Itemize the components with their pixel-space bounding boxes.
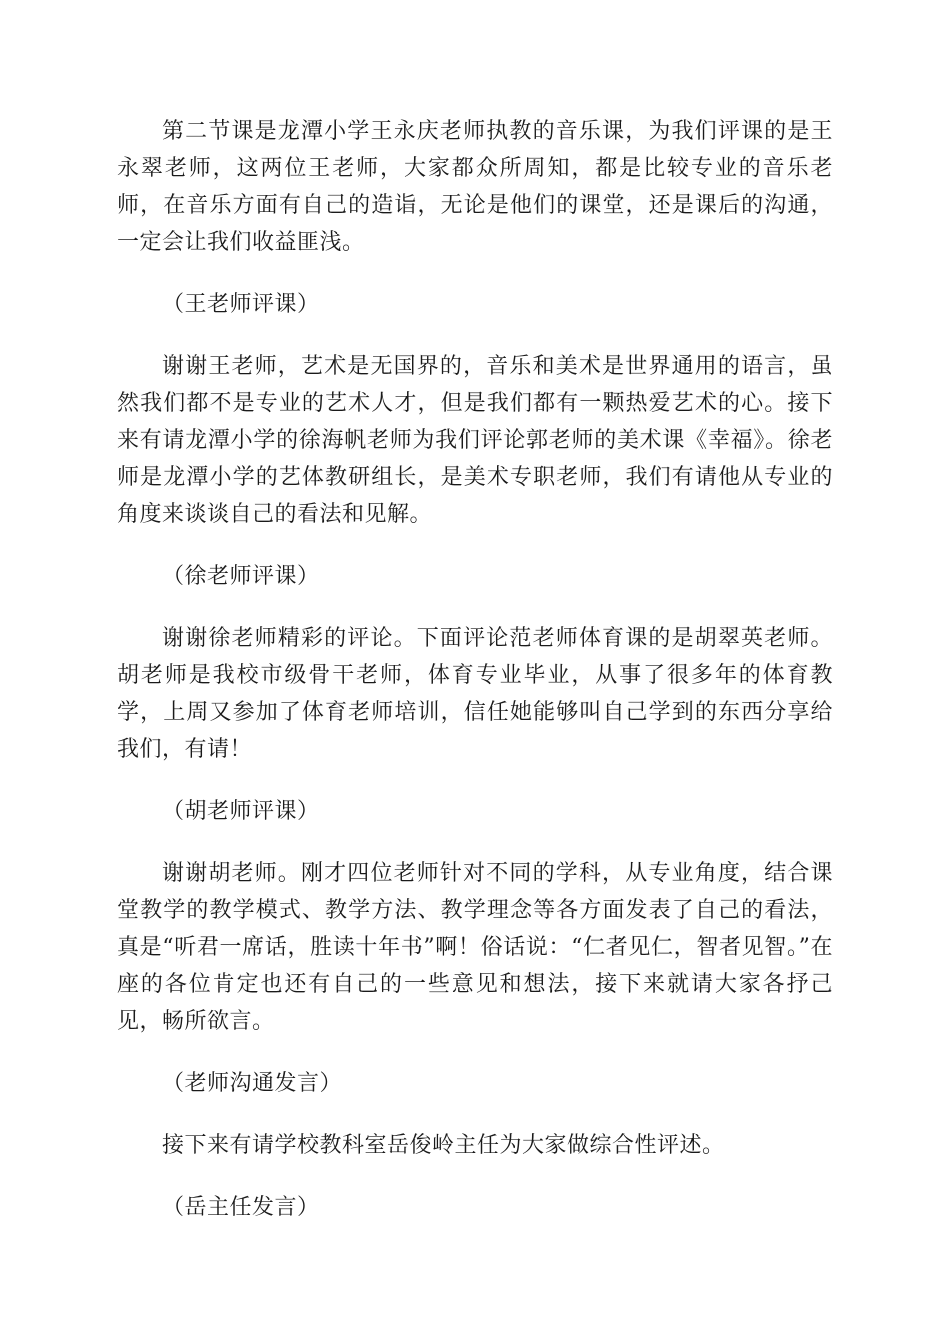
document-body xyxy=(117,113,833,1251)
stage-note-yue-speech: （岳主任发言） xyxy=(162,1195,320,1220)
stage-note-teacher-discussion: （老师沟通发言） xyxy=(162,1071,343,1096)
paragraph-art-class-intro: 谢谢王老师，艺术是无国界的，音乐和美术是世界通用的语言，虽然我们都不是专业的艺术人才，但是我们都有一颗热爱艺术的心。接下来有请龙潭小学的徐海帆老师为我们评论郭老师的美术课《幸福》。徐老师是龙潭小学的艺体教研组长，是美术专职老师，我们有请他从专业的角度来谈谈自己的看法和见解。 xyxy=(117,354,833,527)
stage-note-wang-review: （王老师评课） xyxy=(162,292,320,317)
paragraph-pe-class-intro: 谢谢徐老师精彩的评论。下面评论范老师体育课的是胡翠英老师。胡老师是我校市级骨干老师，体育专业毕业，从事了很多年的体育教学，上周又参加了体育老师培训，信任她能够叫自己学到的东西分享给我们，有请！ xyxy=(117,626,833,762)
stage-note-xu-review: （徐老师评课） xyxy=(162,564,320,589)
paragraph-music-class-intro: 第二节课是龙潭小学王永庆老师执教的音乐课，为我们评课的是王永翠老师，这两位王老师，大家都众所周知，都是比较专业的音乐老师，在音乐方面有自己的造诣，无论是他们的课堂，还是课后的沟通，一定会让我们收益匪浅。 xyxy=(117,119,833,255)
paragraph-summary-intro: 接下来有请学校教科室岳俊岭主任为大家做综合性评述。 xyxy=(162,1133,725,1158)
paragraph-open-discussion: 谢谢胡老师。刚才四位老师针对不同的学科，从专业角度，结合课堂教学的教学模式、教学方法、教学理念等各方面发表了自己的看法，真是“听君一席话，胜读十年书”啊！俗话说：“仁者见仁，智者见智。”在座的各位肯定也还有自己的一些意见和想法，接下来就请大家各抒己见，畅所欲言。 xyxy=(117,861,833,1034)
stage-note-hu-review: （胡老师评课） xyxy=(162,799,320,824)
